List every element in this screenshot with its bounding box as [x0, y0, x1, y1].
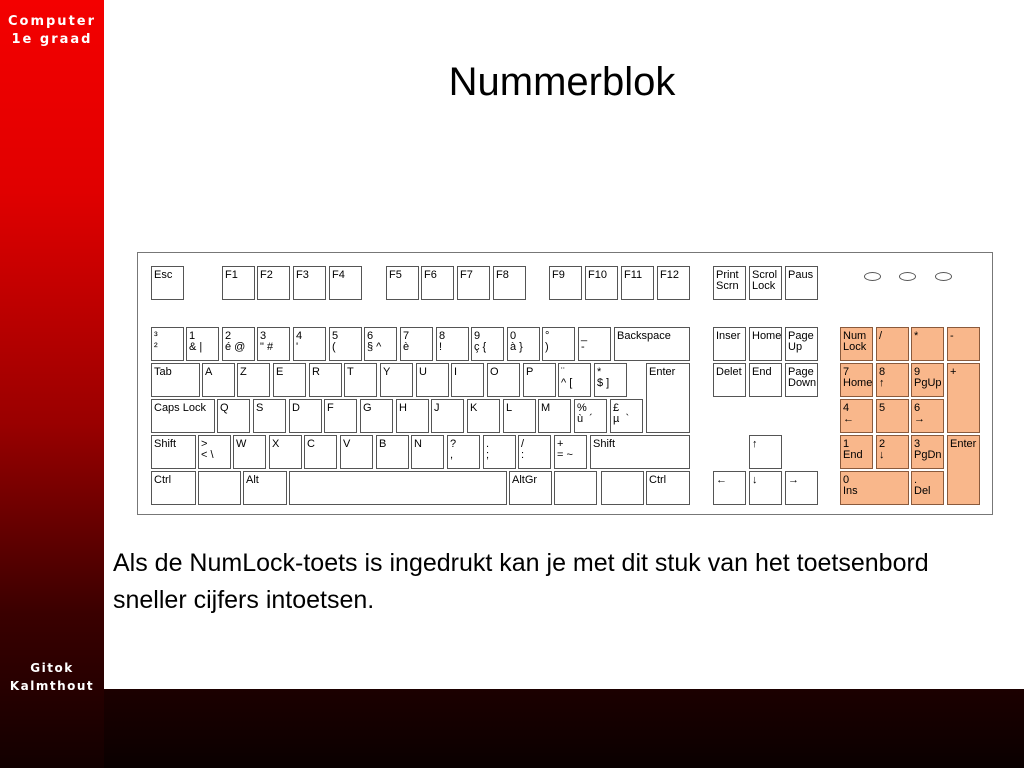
key-2: 2 é @ — [222, 327, 255, 361]
key-l: L — [503, 399, 536, 433]
brand-gitok-kalmthout: Gitok Kalmthout — [9, 661, 95, 693]
key-g: G — [360, 399, 393, 433]
key-superscript: ³ ² — [151, 327, 184, 361]
key-num-7: 7 Home — [840, 363, 873, 397]
key-arrow-left: ← — [713, 471, 746, 505]
key-j: J — [431, 399, 464, 433]
key-x: X — [269, 435, 302, 469]
key-esc: Esc — [151, 266, 184, 300]
key-num-6: 6 → — [911, 399, 944, 433]
key-page-up: Page Up — [785, 327, 818, 361]
key-p: P — [523, 363, 556, 397]
key-num-5: 5 — [876, 399, 909, 433]
key-8: 8 ! — [436, 327, 469, 361]
key-space — [289, 471, 507, 505]
key-pause: Paus — [785, 266, 818, 300]
key-altgr: AltGr — [509, 471, 552, 505]
slide-body-text: Als de NumLock-toets is ingedrukt kan je met dit stuk van het toetsenbord sneller cijfers intoetsen. — [113, 549, 929, 614]
key-t: T — [344, 363, 377, 397]
key-i: I — [451, 363, 484, 397]
key-f5: F5 — [386, 266, 419, 300]
key-7: 7 è — [400, 327, 433, 361]
key-3: 3 " # — [257, 327, 290, 361]
footer-band — [104, 689, 1024, 768]
key-f8: F8 — [493, 266, 526, 300]
key-o: O — [487, 363, 520, 397]
key-f12: F12 — [657, 266, 690, 300]
key-num-decimal: . Del — [911, 471, 944, 505]
key-question: ? , — [447, 435, 480, 469]
key-5: 5 ( — [329, 327, 362, 361]
key-period: . ; — [483, 435, 516, 469]
key-num-0: 0 Ins — [840, 471, 909, 505]
key-backspace: Backspace — [614, 327, 690, 361]
key-caps-lock: Caps Lock — [151, 399, 215, 433]
key-menu — [601, 471, 644, 505]
key-9: 9 ç { — [471, 327, 504, 361]
key-delete: Delet — [713, 363, 746, 397]
key-arrow-up: ↑ — [749, 435, 782, 469]
key-ctrl-left: Ctrl — [151, 471, 196, 505]
key-v: V — [340, 435, 373, 469]
key-alt: Alt — [243, 471, 287, 505]
key-c: C — [304, 435, 337, 469]
key-u: U — [416, 363, 449, 397]
key-0: 0 à } — [507, 327, 540, 361]
key-num-3: 3 PgDn — [911, 435, 944, 469]
led-1-indicator — [864, 272, 881, 281]
key-f7: F7 — [457, 266, 490, 300]
key-num-8: 8 ↑ — [876, 363, 909, 397]
key-page-down: Page Down — [785, 363, 818, 397]
key-arrow-right: → — [785, 471, 818, 505]
key-1: 1 & | — [186, 327, 219, 361]
key-num-4: 4 ← — [840, 399, 873, 433]
key-m: M — [538, 399, 571, 433]
led-3-indicator — [935, 272, 952, 281]
key-r: R — [309, 363, 342, 397]
key-f6: F6 — [421, 266, 454, 300]
key-h: H — [396, 399, 429, 433]
led-2-indicator — [899, 272, 916, 281]
key-6: 6 § ^ — [364, 327, 397, 361]
key-pound: £ µ ` — [610, 399, 643, 433]
key-percent: % ù ´ — [574, 399, 607, 433]
keyboard-illustration — [137, 252, 993, 515]
key-win-right — [554, 471, 597, 505]
key-w: W — [233, 435, 266, 469]
key-end: End — [749, 363, 782, 397]
key-d: D — [289, 399, 322, 433]
key-num-2: 2 ↓ — [876, 435, 909, 469]
slide-title: Nummerblok — [448, 60, 676, 104]
key-arrow-down: ↓ — [749, 471, 782, 505]
key-4: 4 ' — [293, 327, 326, 361]
key-f3: F3 — [293, 266, 326, 300]
key-tab: Tab — [151, 363, 200, 397]
sidebar — [0, 0, 104, 768]
key-slash: / : — [518, 435, 551, 469]
key-less-than: > < \ — [198, 435, 231, 469]
key-f2: F2 — [257, 266, 290, 300]
key-f1: F1 — [222, 266, 255, 300]
key-num-1: 1 End — [840, 435, 873, 469]
key-win-left — [198, 471, 241, 505]
key-e: E — [273, 363, 306, 397]
key-n: N — [411, 435, 444, 469]
key-y: Y — [380, 363, 413, 397]
key-f4: F4 — [329, 266, 362, 300]
key-shift-left: Shift — [151, 435, 196, 469]
key-f11: F11 — [621, 266, 654, 300]
key-enter: Enter — [646, 363, 690, 433]
key-circumflex: ¨ ^ [ — [558, 363, 591, 397]
key-a: A — [202, 363, 235, 397]
key-underscore: _ - — [578, 327, 611, 361]
key-f9: F9 — [549, 266, 582, 300]
key-print-screen: Print Scrn — [713, 266, 746, 300]
key-num-plus: + — [947, 363, 980, 433]
key-ctrl-right: Ctrl — [646, 471, 690, 505]
key-q: Q — [217, 399, 250, 433]
key-num-divide: / — [876, 327, 909, 361]
key-shift-right: Shift — [590, 435, 690, 469]
key-b: B — [376, 435, 409, 469]
key-degree: ° ) — [542, 327, 575, 361]
key-numlock: Num Lock — [840, 327, 873, 361]
key-k: K — [467, 399, 500, 433]
key-dollar: * $ ] — [594, 363, 627, 397]
key-num-enter: Enter — [947, 435, 980, 505]
key-insert: Inser — [713, 327, 746, 361]
brand-computer-1e-graad: Computer 1e graad — [7, 14, 97, 47]
key-scroll-lock: Scrol Lock — [749, 266, 782, 300]
key-plus: + = ~ — [554, 435, 587, 469]
key-f: F — [324, 399, 357, 433]
key-z: Z — [237, 363, 270, 397]
key-s: S — [253, 399, 286, 433]
key-num-multiply: * — [911, 327, 944, 361]
key-num-minus: - — [947, 327, 980, 361]
key-num-9: 9 PgUp — [911, 363, 944, 397]
key-f10: F10 — [585, 266, 618, 300]
key-home: Home — [749, 327, 782, 361]
